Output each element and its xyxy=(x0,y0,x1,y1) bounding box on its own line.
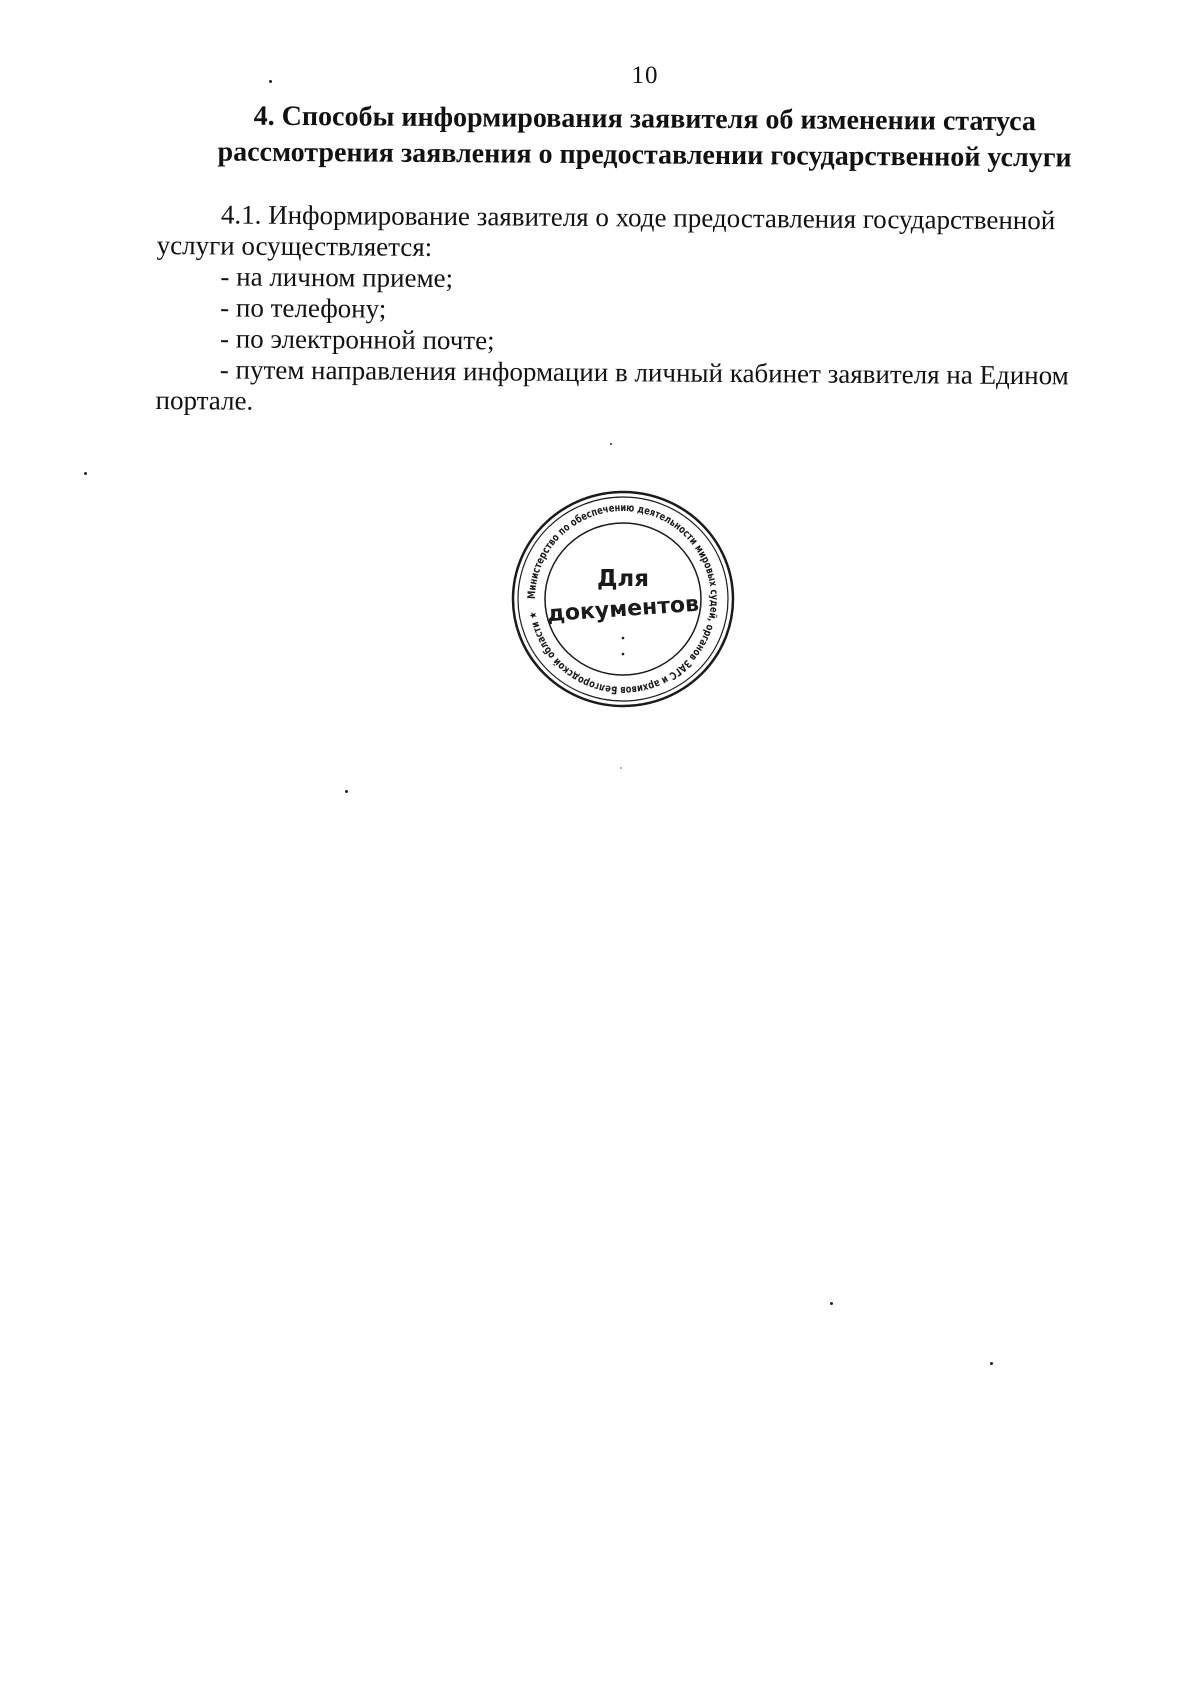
official-stamp xyxy=(510,488,736,710)
paragraph-line-2: услуги осуществляется: xyxy=(156,229,433,262)
document-body xyxy=(155,199,1131,423)
scan-speck xyxy=(610,443,612,445)
stamp-ring-text: Министерство по обеспечению деятельности мировых судей, органов ЗАГС и архивов Белгородской области ★ xyxy=(525,501,721,697)
scan-speck xyxy=(269,80,272,83)
list-item: - на личном приеме; xyxy=(220,261,454,294)
scan-speck xyxy=(345,790,348,793)
list-item: - по телефону; xyxy=(220,292,387,324)
paragraph-4-1 xyxy=(157,199,1132,268)
stamp-dot xyxy=(622,637,625,640)
page-number: 10 xyxy=(631,62,659,89)
stamp-center-line-2: документов xyxy=(546,591,700,628)
section-heading-line-1: 4. Способы информирования заявителя об изменении статуса xyxy=(253,100,1037,138)
stamp-dot xyxy=(622,653,625,656)
scan-speck xyxy=(990,1362,993,1365)
scan-speck xyxy=(830,1302,833,1305)
scan-speck xyxy=(620,767,622,769)
section-heading xyxy=(149,98,1139,177)
stamp-center-line-1: Для xyxy=(596,566,650,592)
list-item: - по электронной почте; xyxy=(219,323,495,356)
section-heading-line-2: рассмотрения заявления о предоставлении государственной услуги xyxy=(217,136,1072,174)
last-item-line-1: - путем направления информации в личный кабинет заявителя на Едином xyxy=(219,354,1069,391)
paragraph-line-1: 4.1. Информирование заявителя о ходе предоставления государственной xyxy=(220,199,1056,236)
last-item-line-2: портале. xyxy=(155,384,254,416)
list-item-last xyxy=(155,354,1130,423)
scan-speck xyxy=(84,472,87,475)
stamp-seal-icon xyxy=(510,488,736,710)
